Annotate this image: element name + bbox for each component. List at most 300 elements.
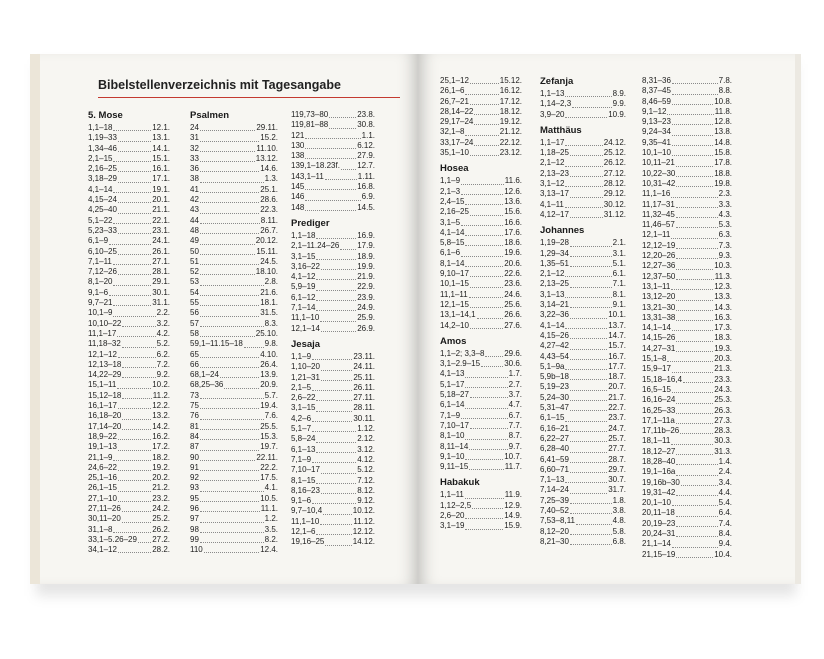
dot-leader [200, 318, 264, 327]
dot-leader [244, 339, 264, 348]
dot-leader [118, 431, 151, 440]
entry-reference: 1,18–25 [540, 148, 569, 158]
entry-date: 1.11. [357, 171, 375, 181]
entry-reference: 1,1–2; 3,3–8 [440, 348, 485, 358]
entry-reference: 6,1–6 [440, 248, 461, 258]
entry-date: 14.8. [714, 137, 732, 147]
entry-date: 25.5. [260, 421, 278, 431]
entry-date: 4.2. [156, 328, 170, 338]
dot-leader [122, 503, 151, 512]
dot-leader [676, 312, 713, 321]
entry-date: 18.6. [504, 238, 522, 248]
entry-date: 17.6. [504, 227, 522, 237]
dot-leader [200, 184, 259, 193]
entry-reference: 3,22–36 [540, 310, 569, 320]
dot-leader [672, 116, 713, 125]
entry-date: 28.3. [714, 426, 732, 436]
entry-reference: 14,2–10 [440, 320, 469, 330]
entry-date: 28.6. [260, 195, 278, 205]
entry-reference: 1,12–2,5 [440, 500, 472, 510]
entry-reference: 14,1–14 [642, 323, 671, 333]
entry-reference: 6,1–13 [291, 444, 316, 454]
index-column-3 [291, 110, 375, 553]
dot-leader [321, 362, 352, 371]
entry-reference: 7,1–14 [291, 303, 316, 313]
dot-leader [570, 147, 603, 156]
entry-date: 6.12. [357, 140, 375, 150]
entry-date: 22.6. [504, 269, 522, 279]
entry-date: 31.7. [608, 485, 626, 495]
dot-leader [683, 374, 713, 383]
entry-date: 21.12. [499, 127, 522, 137]
entry-reference: 6,10–25 [88, 246, 117, 256]
entry-date: 6.1. [612, 269, 626, 279]
entry-reference: 91 [190, 462, 199, 472]
entry-reference: 119,73–80 [291, 110, 329, 119]
entry-reference: 52 [190, 267, 199, 277]
dot-leader [113, 122, 151, 131]
entry-date: 13.3. [714, 292, 732, 302]
entry-date: 4.8. [612, 516, 626, 526]
entry-date: 18.8. [714, 168, 732, 178]
entry-date: 25.12. [603, 148, 626, 158]
entry-reference: 18,1–11 [642, 436, 671, 446]
dot-leader [681, 477, 718, 486]
entry-reference: 17,1–11a [642, 415, 675, 425]
entry-reference: 9,13–23 [642, 117, 671, 127]
entry-date: 18.1. [260, 298, 278, 308]
entry-reference: 7,40–52 [540, 505, 569, 515]
entry-date: 14.9. [504, 510, 522, 520]
dot-leader [570, 423, 607, 432]
entry-reference: 7,1–9 [440, 410, 461, 420]
dot-leader [570, 464, 607, 473]
entry-date: 19.8. [714, 178, 732, 188]
index-entry [291, 203, 375, 213]
index-section [540, 76, 626, 120]
dot-leader [200, 534, 264, 543]
entry-reference: 8,1–15 [291, 475, 316, 485]
entry-date: 20.7. [608, 382, 626, 392]
dot-leader [200, 308, 259, 317]
entry-date: 29.12. [603, 189, 626, 199]
dot-leader [329, 109, 356, 118]
dot-leader [118, 133, 151, 142]
index-column-2 [190, 110, 278, 560]
entry-date: 11.6. [504, 176, 522, 186]
dot-leader [672, 75, 718, 84]
entry-reference: 57 [190, 318, 199, 328]
entry-reference: 30,11–20 [88, 514, 121, 524]
entry-date: 31.12. [603, 209, 626, 219]
dot-leader [671, 189, 717, 198]
section-title: Zefanja [540, 76, 574, 87]
entry-reference: 8,1–10 [440, 431, 465, 441]
dot-leader [465, 521, 503, 530]
dot-leader [200, 514, 264, 523]
entry-date: 19.2. [152, 462, 170, 472]
entry-reference: 6,1–15 [540, 413, 565, 423]
index-entry [540, 110, 626, 120]
dot-leader [470, 147, 499, 156]
entry-date: 17.3. [714, 323, 732, 333]
dot-leader [465, 451, 503, 460]
entry-reference: 33 [190, 153, 199, 163]
dot-leader [316, 251, 356, 260]
entry-date: 11.1. [260, 503, 278, 513]
entry-reference: 130 [291, 140, 305, 150]
dot-leader [118, 246, 151, 255]
dot-leader [200, 359, 259, 368]
entry-date: 31.5. [260, 308, 278, 318]
entry-date: 1.3. [264, 174, 278, 184]
index-section [540, 125, 626, 220]
index-entry [88, 545, 170, 555]
index-entry [440, 462, 522, 472]
entry-reference: 5,24–30 [540, 392, 569, 402]
dot-leader [118, 143, 151, 152]
entry-reference: 14,27–31 [642, 343, 676, 353]
entry-date: 4.3. [718, 209, 732, 219]
entry-date: 14.3. [714, 302, 732, 312]
dot-leader [321, 372, 352, 381]
entry-date: 25.6. [504, 299, 522, 309]
dot-leader [570, 402, 607, 411]
dot-leader [316, 271, 356, 280]
entry-reference: 48 [190, 225, 199, 235]
dot-leader [200, 205, 259, 214]
entry-date: 9.3. [718, 251, 732, 261]
entry-date: 15.6. [504, 207, 522, 217]
dot-leader [312, 382, 352, 391]
entry-reference: 139,1–18.23f. [291, 161, 340, 171]
entry-date: 14.1. [152, 143, 170, 153]
entry-date: 23.8. [357, 110, 375, 119]
dot-leader [200, 462, 259, 471]
entry-date: 24.1. [152, 236, 170, 246]
entry-reference: 1,14–2,3 [540, 99, 572, 109]
entry-date: 13.9. [260, 370, 278, 380]
entry-reference: 65 [190, 349, 199, 359]
entry-date: 28.7. [608, 454, 626, 464]
dot-leader [113, 256, 151, 265]
entry-date: 2.1. [612, 238, 626, 248]
dot-leader [200, 431, 259, 440]
entry-reference: 10,1–10 [642, 148, 671, 158]
entry-date: 21.7. [608, 392, 626, 402]
section-title: Hosea [440, 163, 469, 175]
entry-reference: 3,18–29 [88, 174, 117, 184]
entry-date: 16.12. [499, 86, 522, 96]
dot-leader [469, 289, 503, 298]
dot-leader [676, 467, 717, 476]
index-entry [291, 151, 375, 161]
entry-date: 12.2. [152, 401, 170, 411]
dot-leader [465, 86, 498, 95]
dot-leader [570, 536, 612, 545]
entry-reference: 10,31–42 [642, 178, 676, 188]
entry-reference: 1,1–13 [540, 89, 565, 98]
entry-reference: 8,16–23 [291, 485, 320, 495]
entry-reference: 5,8–24 [291, 434, 316, 444]
entry-date: 15.9. [504, 521, 522, 531]
entry-reference: 95 [190, 493, 199, 503]
entry-reference: 12,27–36 [642, 261, 676, 271]
entry-date: 28.2. [152, 545, 170, 555]
entry-reference: 17,14–20 [88, 421, 122, 431]
index-section [540, 225, 626, 547]
entry-date: 19.4. [260, 401, 278, 411]
entry-date: 7.6. [264, 411, 278, 421]
dot-leader [122, 421, 151, 430]
entry-date: 6.4. [718, 508, 732, 518]
section-title: Psalmen [190, 110, 230, 121]
dot-leader [676, 549, 713, 558]
dot-leader [465, 379, 507, 388]
dot-leader [461, 410, 508, 419]
entry-date: 7.1. [612, 279, 626, 289]
entry-reference: 34,1–12 [88, 545, 117, 555]
entry-reference: 16,1–17 [88, 401, 117, 411]
entry-reference: 44 [190, 215, 199, 225]
entry-reference: 4,1–13 [440, 369, 465, 379]
dot-leader [200, 390, 264, 399]
dot-leader [200, 246, 255, 255]
entry-reference: 31,1–8 [88, 524, 113, 534]
dot-leader [485, 348, 503, 357]
entry-reference: 20,24–31 [642, 529, 676, 539]
dot-leader [570, 382, 607, 391]
index-entry [291, 537, 375, 547]
entry-reference: 11,17–31 [642, 199, 675, 209]
entry-date: 17.1. [152, 174, 170, 184]
entry-date: 26.1. [152, 246, 170, 256]
entry-date: 22.7. [608, 403, 626, 413]
entry-reference: 31 [190, 133, 199, 143]
entry-reference: 38 [190, 174, 199, 184]
entry-date: 21.6. [260, 287, 278, 297]
dot-leader [570, 209, 603, 218]
entry-date: 9.2. [156, 370, 170, 380]
dot-leader [570, 505, 612, 514]
entry-date: 17.9. [357, 241, 375, 251]
entry-date: 16.9. [357, 230, 375, 240]
entry-date: 8.12. [357, 485, 375, 495]
entry-date: 7.3. [718, 240, 732, 250]
entry-reference: 3,14–21 [540, 300, 569, 310]
entry-date: 16.8. [357, 182, 375, 192]
entry-date: 8.8. [718, 86, 732, 96]
dot-leader [118, 349, 156, 358]
dot-leader [570, 299, 612, 308]
dot-leader [676, 405, 713, 414]
dot-leader [200, 442, 259, 451]
entry-reference: 146 [291, 192, 305, 202]
entry-date: 30.7. [608, 475, 626, 485]
dot-leader [316, 230, 356, 239]
entry-date: 15.7. [608, 341, 626, 351]
entry-date: 24.5. [260, 256, 278, 266]
index-section [190, 110, 278, 555]
entry-reference: 56 [190, 308, 199, 318]
entry-date: 17.7. [608, 361, 626, 371]
entry-date: 10.12. [352, 506, 375, 516]
dot-leader [200, 266, 255, 275]
entry-date: 12.6. [504, 186, 522, 196]
entry-reference: 68,25–36 [190, 380, 224, 390]
dot-leader [672, 497, 718, 506]
entry-date: 9.9. [612, 99, 626, 109]
dot-leader [672, 127, 713, 136]
entry-date: 18.3. [714, 333, 732, 343]
entry-reference: 36 [190, 164, 199, 174]
entry-reference: 1,1–9 [291, 351, 312, 361]
entry-reference: 15,1–11 [88, 380, 117, 390]
entry-reference: 15,18–16,4 [642, 374, 683, 384]
entry-date: 26.9. [357, 323, 375, 333]
entry-date: 12.3. [714, 281, 732, 291]
entry-date: 30.6. [504, 359, 522, 369]
entry-date: 24.9. [357, 303, 375, 313]
index-entry [440, 148, 522, 158]
entry-reference: 3,1–15 [291, 251, 316, 261]
dot-leader [469, 461, 503, 470]
dot-leader [465, 510, 503, 519]
index-column-1 [88, 110, 170, 560]
entry-reference: 26,7–21 [440, 96, 469, 106]
dot-leader [672, 322, 713, 331]
entry-reference: 7,1–11 [88, 256, 112, 266]
dot-leader [465, 237, 503, 246]
entry-date: 5.4. [718, 498, 732, 508]
entry-reference: 2,13–23 [540, 168, 569, 178]
dot-leader [200, 174, 264, 183]
dot-leader [200, 349, 259, 358]
entry-reference: 11,18–32 [88, 339, 121, 349]
dot-leader [321, 261, 356, 270]
section-title: Habakuk [440, 477, 480, 489]
entry-reference: 51 [190, 256, 199, 266]
section-title: Matthäus [540, 124, 582, 136]
entry-date: 5.3. [718, 220, 732, 230]
entry-date: 23.1. [152, 225, 170, 235]
dot-leader [305, 181, 356, 190]
entry-date: 13.1. [152, 133, 170, 143]
entry-reference: 2,6–20 [440, 510, 465, 520]
dot-leader [570, 444, 607, 453]
entry-reference: 92 [190, 473, 199, 483]
entry-reference: 7,25–39 [540, 495, 569, 505]
entry-reference: 1,1–9 [440, 176, 461, 186]
entry-reference: 11,1–16 [642, 189, 671, 199]
dot-leader [113, 277, 151, 286]
entry-reference: 13,12–20 [642, 292, 676, 302]
dot-leader [576, 516, 612, 525]
entry-date: 1.7. [508, 369, 522, 379]
dot-leader [118, 493, 151, 502]
entry-reference: 11,1–10 [291, 313, 320, 323]
dot-leader [117, 328, 155, 337]
entry-reference: 53 [190, 277, 199, 287]
entry-reference: 14,15–26 [642, 333, 676, 343]
dot-leader [565, 137, 602, 146]
entry-date: 5.2. [156, 339, 170, 349]
entry-reference: 58 [190, 328, 199, 338]
dot-leader [477, 310, 504, 319]
entry-reference: 10,1–15 [440, 279, 469, 289]
entry-date: 13.8. [714, 127, 732, 137]
dot-leader [570, 189, 603, 198]
dot-leader [118, 544, 151, 553]
entry-date: 16.3. [714, 312, 732, 322]
entry-date: 13.2. [152, 411, 170, 421]
dot-leader [316, 282, 356, 291]
dot-leader [220, 369, 259, 378]
entry-reference: 20,1–10 [642, 498, 671, 508]
index-entry [540, 210, 626, 220]
section-title: Johannes [540, 225, 585, 237]
entry-reference: 9,1–12 [642, 106, 667, 116]
entry-date: 11.2. [152, 390, 170, 400]
dot-leader [200, 411, 264, 420]
entry-reference: 25,1–12 [440, 76, 469, 85]
entry-date: 6.7. [508, 410, 522, 420]
entry-reference: 16,5–15 [642, 384, 671, 394]
entry-date: 12.1. [152, 123, 170, 132]
entry-date: 11.3. [714, 271, 732, 281]
entry-reference: 19,16–25 [291, 537, 325, 547]
entry-date: 29.1. [152, 277, 170, 287]
dot-leader [470, 420, 508, 429]
entry-reference: 41 [190, 184, 199, 194]
entry-reference: 4,1–14 [440, 227, 465, 237]
dot-leader [671, 436, 713, 445]
entry-date: 15.12. [499, 76, 522, 85]
entry-date: 10.8. [714, 96, 732, 106]
index-entry [440, 321, 522, 331]
entry-reference: 3,9–20 [540, 109, 565, 119]
entry-date: 1.12. [357, 424, 375, 434]
dot-leader [676, 168, 713, 177]
dot-leader [570, 433, 607, 442]
entry-reference: 26,1–6 [440, 86, 465, 96]
entry-date: 2.8. [264, 277, 278, 287]
entry-date: 8.2. [264, 534, 278, 544]
entry-date: 6.9. [361, 192, 375, 202]
index-column-5 [540, 76, 626, 552]
entry-reference: 9,11–15 [440, 462, 469, 472]
entry-reference: 81 [190, 421, 199, 431]
index-entry [540, 537, 626, 547]
entry-reference: 20,19–23 [642, 518, 676, 528]
entry-date: 21.3. [714, 364, 732, 374]
dot-leader [200, 297, 259, 306]
entry-date: 24.3. [714, 384, 732, 394]
index-section [440, 336, 522, 473]
dot-leader [325, 171, 357, 180]
index-section [291, 218, 375, 334]
dot-leader [200, 225, 259, 234]
section-title: Amos [440, 335, 467, 347]
entry-date: 10.5. [260, 493, 278, 503]
entry-reference: 9,1–6 [291, 496, 312, 506]
dot-leader [667, 353, 713, 362]
entry-reference: 50 [190, 246, 199, 256]
entry-date: 2.2. [156, 308, 170, 318]
entry-reference: 8,1–20 [88, 277, 113, 287]
entry-date: 25.9. [357, 313, 375, 323]
entry-date: 26.2. [152, 524, 170, 534]
